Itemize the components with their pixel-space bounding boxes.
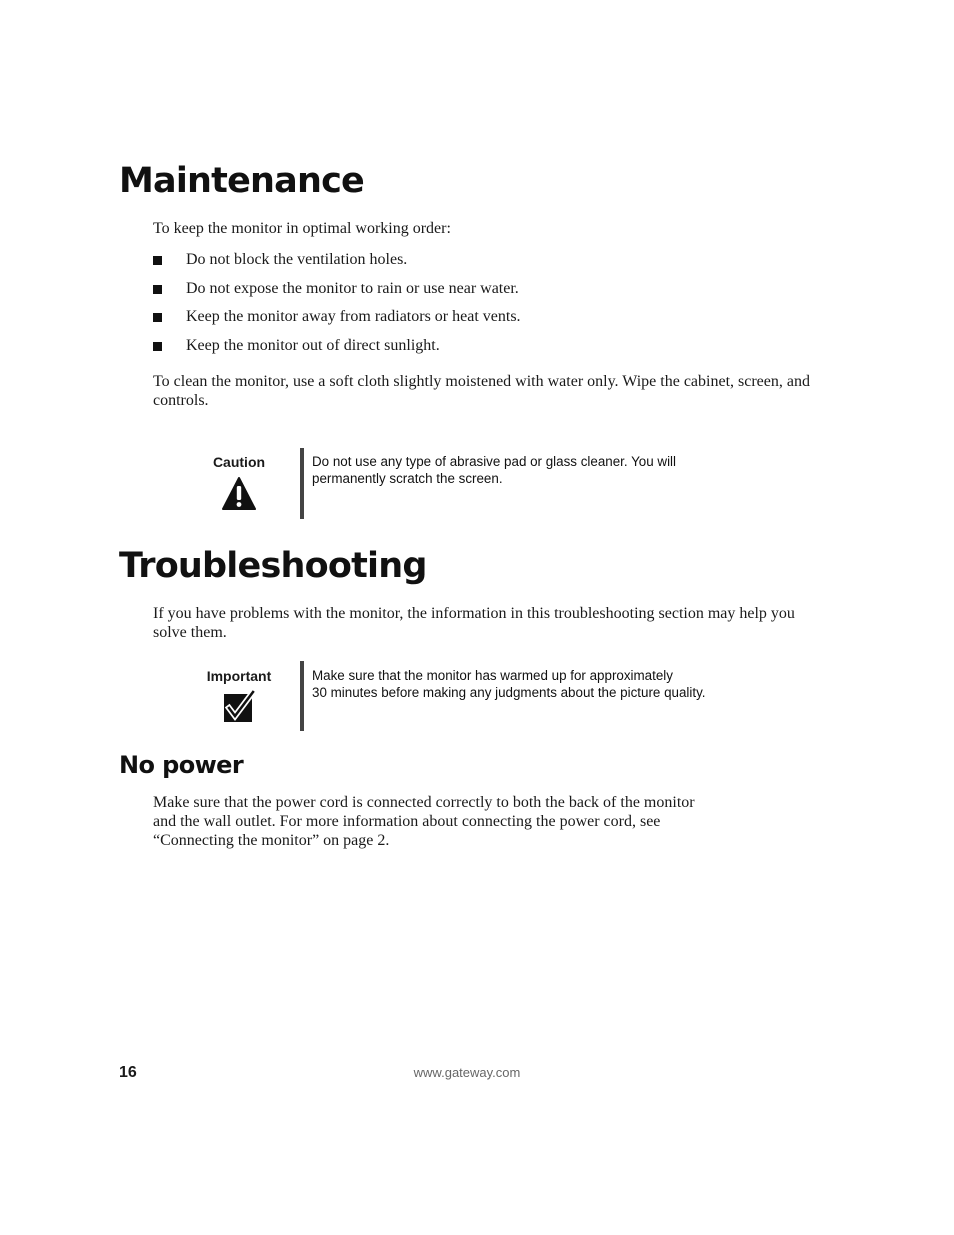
- important-label: Important: [206, 668, 272, 684]
- page-number: 16: [119, 1064, 137, 1081]
- no-power-line: Make sure that the power cord is connected correctly to both the back of the monitor: [153, 794, 695, 811]
- bullet-text: Keep the monitor out of direct sunlight.: [186, 336, 440, 354]
- bullet-text: Do not block the ventilation holes.: [186, 251, 408, 268]
- important-note: [190, 661, 750, 733]
- no-power-line: “Connecting the monitor” on page 2.: [153, 832, 390, 849]
- bullet-text: Keep the monitor away from radiators or heat vents.: [186, 308, 521, 325]
- maintenance-heading: Maintenance: [119, 161, 364, 201]
- bullet-text: Do not expose the monitor to rain or use near water.: [186, 279, 519, 297]
- no-power-paragraph: [153, 793, 813, 850]
- list-item: [153, 279, 521, 298]
- important-text-line: Make sure that the monitor has warmed up for approximately: [312, 668, 673, 683]
- caution-text: [312, 453, 722, 487]
- maintenance-bullet-list: [153, 250, 521, 364]
- list-item: [153, 336, 521, 355]
- square-bullet-icon: [153, 285, 162, 294]
- important-divider: [300, 661, 304, 731]
- caution-divider: [300, 448, 304, 519]
- square-bullet-icon: [153, 256, 162, 265]
- no-power-line: and the wall outlet. For more information about connecting the power cord, see: [153, 813, 661, 830]
- list-item: [153, 250, 521, 269]
- important-text: [312, 667, 752, 701]
- caution-note: [190, 448, 750, 520]
- cleaning-paragraph: To clean the monitor, use a soft cloth slightly moistened with water only. Wipe the cabinet, screen, and controls.: [153, 373, 810, 409]
- list-item: [153, 307, 521, 326]
- footer-url: www.gateway.com: [413, 1065, 521, 1080]
- warning-triangle-icon: [220, 476, 258, 512]
- caution-text-line: Do not use any type of abrasive pad or glass cleaner. You will: [312, 454, 677, 469]
- square-bullet-icon: [153, 313, 162, 322]
- square-bullet-icon: [153, 342, 162, 351]
- important-text-line: 30 minutes before making any judgments about the picture quality.: [312, 685, 706, 700]
- maintenance-intro: To keep the monitor in optimal working order:: [153, 220, 451, 237]
- troubleshooting-intro: If you have problems with the monitor, the information in this troubleshooting section may help you solve them.: [153, 605, 795, 641]
- caution-label: Caution: [212, 454, 266, 470]
- no-power-heading: No power: [119, 751, 244, 779]
- caution-text-line: permanently scratch the screen.: [312, 471, 503, 486]
- troubleshooting-heading: Troubleshooting: [119, 546, 427, 586]
- checkmark-icon: [220, 690, 258, 726]
